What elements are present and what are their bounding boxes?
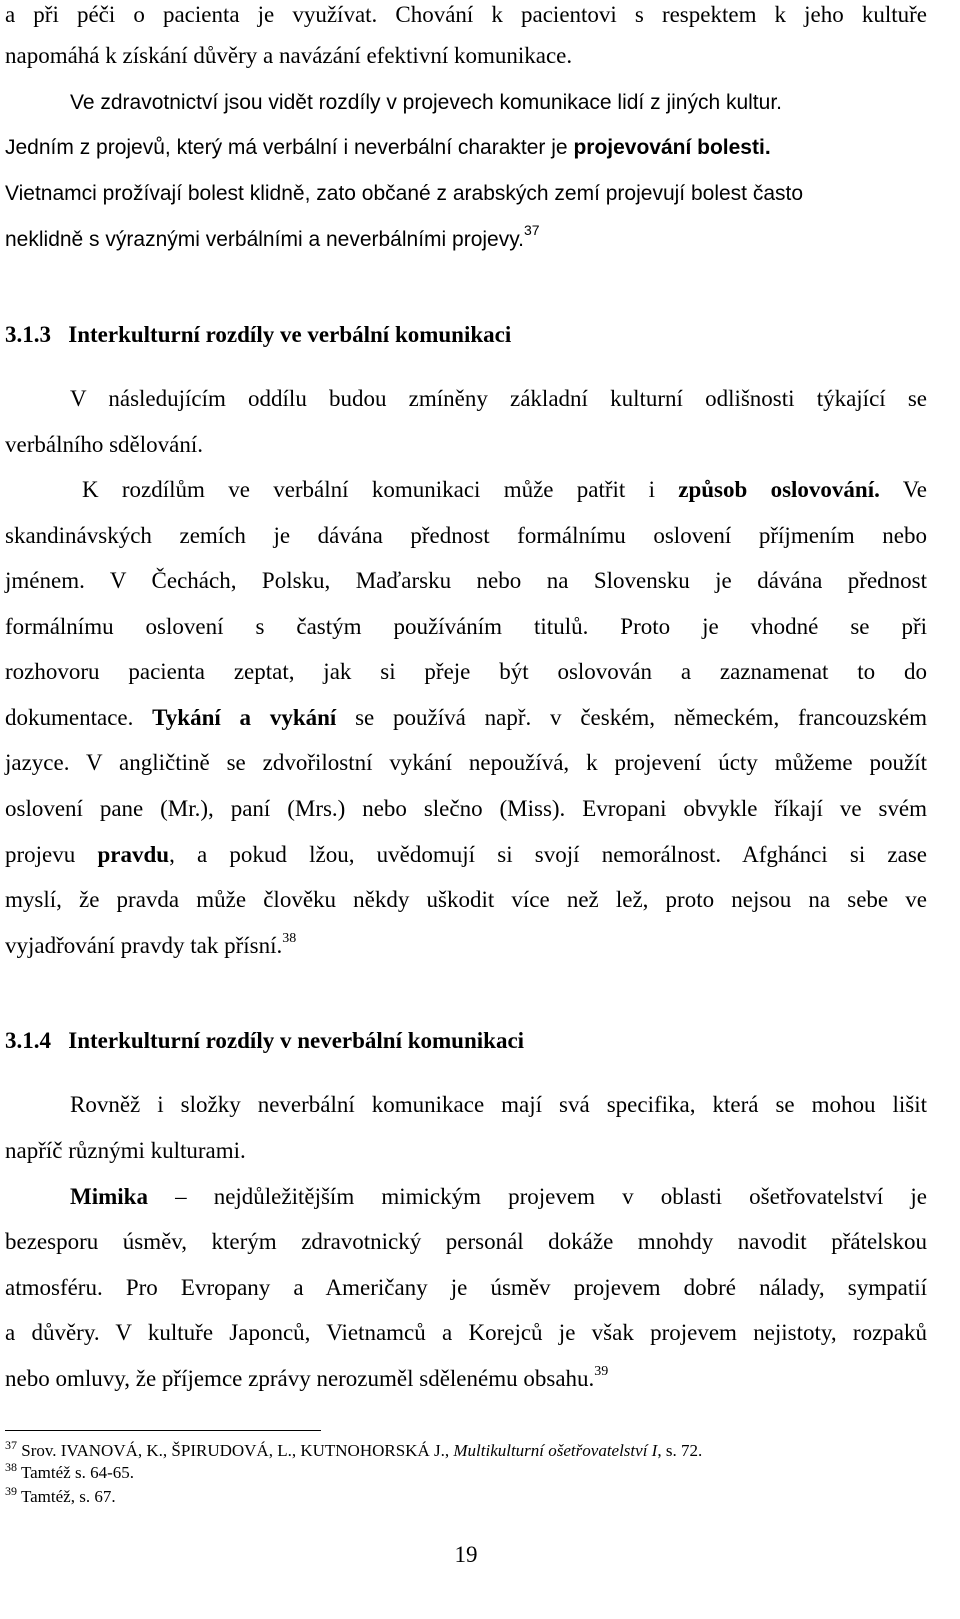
footnote-title: Multikulturní ošetřovatelství I <box>453 1441 658 1460</box>
page-number: 19 <box>454 1542 478 1567</box>
footnote <box>5 1440 702 1463</box>
body-line <box>5 521 927 551</box>
footnote-number: 38 <box>5 1460 17 1474</box>
body-line <box>5 133 927 163</box>
bold-term: projevování bolesti. <box>573 136 771 159</box>
text: skandinávských zemích je dávána přednost formálnímu oslovení příjmením nebo <box>5 523 927 548</box>
text: neklidně s výraznými verbálními a neverbálními projevy. <box>5 228 524 251</box>
body-line <box>5 0 927 30</box>
text: K rozdílům ve verbální komunikaci může patřit i <box>82 477 679 502</box>
section-heading: 3.1.3 Interkulturní rozdíly ve verbální komunikaci <box>5 322 512 347</box>
footnote-text: Tamtéž, s. 67. <box>17 1487 116 1506</box>
body-line <box>5 703 927 733</box>
body-line <box>5 748 927 778</box>
text: a důvěry. V kultuře Japonců, Vietnamců a Korejců je však projevem nejistoty, rozpaků <box>5 1320 927 1345</box>
text: Jedním z projevů, který má verbální i neverbální charakter je <box>5 136 574 159</box>
body-line <box>5 794 927 824</box>
footnote-text: Srov. IVANOVÁ, K., ŠPIRUDOVÁ, L., KUTNOHORSKÁ J., <box>17 1441 454 1460</box>
text: napříč různými kulturami. <box>5 1138 246 1163</box>
body-line <box>5 1227 927 1257</box>
body-line <box>5 840 927 870</box>
text: V následujícím oddílu budou zmíněny základní kulturní odlišnosti týkající se <box>70 386 927 411</box>
footnote <box>5 1486 116 1509</box>
footnote-number: 39 <box>5 1484 17 1498</box>
body-line <box>5 222 927 256</box>
bold-term: Mimika <box>70 1184 148 1209</box>
body-line <box>70 1182 927 1212</box>
body-line <box>5 885 927 915</box>
text: se používá např. v českém, německém, francouzském <box>336 705 927 730</box>
body-line <box>5 657 927 687</box>
section-heading: 3.1.4 Interkulturní rozdíly v neverbální komunikaci <box>5 1028 525 1053</box>
body-line <box>70 384 927 414</box>
footnote-ref[interactable]: 38 <box>282 931 297 946</box>
body-line <box>5 1273 927 1303</box>
text: Ve <box>879 477 927 502</box>
bold-term: pravdu <box>97 842 170 867</box>
footnote-text: , s. 72. <box>657 1441 703 1460</box>
body-line <box>5 179 927 209</box>
text: formálnímu oslovení s častým používáním titulů. Proto je vhodné se při <box>5 614 927 639</box>
text: a při péči o pacienta je využívat. Chování k pacientovi s respektem k jeho kultuře <box>5 2 927 27</box>
text: Rovněž i složky neverbální komunikace mají svá specifika, která se mohou lišit <box>70 1092 927 1117</box>
text: , a pokud lžou, uvědomují si svojí nemorálnost. Afghánci si zase <box>169 842 927 867</box>
text: bezesporu úsměv, kterým zdravotnický personál dokáže mnohdy navodit přátelskou <box>5 1229 927 1254</box>
body-line <box>5 612 927 642</box>
text: verbálního sdělování. <box>5 432 204 457</box>
text: rozhovoru pacienta zeptat, jak si přeje být oslovován a zaznamenat to do <box>5 659 927 684</box>
text: napomáhá k získání důvěry a navázání efektivní komunikace. <box>5 43 573 68</box>
text: myslí, že pravda může člověku někdy uškodit více než lež, proto nejsou na sebe ve <box>5 887 927 912</box>
body-line <box>5 1318 927 1348</box>
body-line <box>5 1364 927 1398</box>
text: Ve zdravotnictví jsou vidět rozdíly v projevech komunikace lidí z jiných kultur. <box>70 91 782 114</box>
text: vyjadřování pravdy tak přísní. <box>5 933 283 958</box>
footnote-ref[interactable]: 39 <box>594 1364 609 1379</box>
footnote-number: 37 <box>5 1438 17 1452</box>
text: projevu <box>5 842 98 867</box>
footnote <box>5 1462 134 1485</box>
text: dokumentace. <box>5 705 153 730</box>
text: – nejdůležitějším mimickým projevem v oblasti ošetřovatelství je <box>147 1184 927 1209</box>
body-line <box>70 88 927 118</box>
body-line <box>70 1090 927 1120</box>
body-line <box>5 931 927 965</box>
text: oslovení pane (Mr.), paní (Mrs.) nebo slečno (Miss). Evropani obvykle říkají ve svém <box>5 796 927 821</box>
bold-term: Tykání a vykání <box>152 705 337 730</box>
body-line <box>5 566 927 596</box>
bold-term: způsob oslovování. <box>678 477 880 502</box>
text: atmosféru. Pro Evropany a Američany je úsměv projevem dobré nálady, sympatií <box>5 1275 927 1300</box>
body-line <box>5 1136 927 1166</box>
text: jazyce. V angličtině se zdvořilostní vykání nepoužívá, k projevení úcty můžeme použít <box>5 750 927 775</box>
footnote-text: Tamtéž s. 64-65. <box>17 1463 134 1482</box>
text: nebo omluvy, že příjemce zprávy nerozuměl sdělenému obsahu. <box>5 1366 595 1391</box>
footnote-ref[interactable]: 37 <box>524 222 540 238</box>
body-line <box>5 430 927 460</box>
body-line <box>82 475 927 505</box>
text: Vietnamci prožívají bolest klidně, zato občané z arabských zemí projevují bolest často <box>5 182 804 205</box>
body-line <box>5 41 927 71</box>
text: jménem. V Čechách, Polsku, Maďarsku nebo na Slovensku je dávána přednost <box>5 568 927 593</box>
footnote-separator <box>5 1430 321 1431</box>
